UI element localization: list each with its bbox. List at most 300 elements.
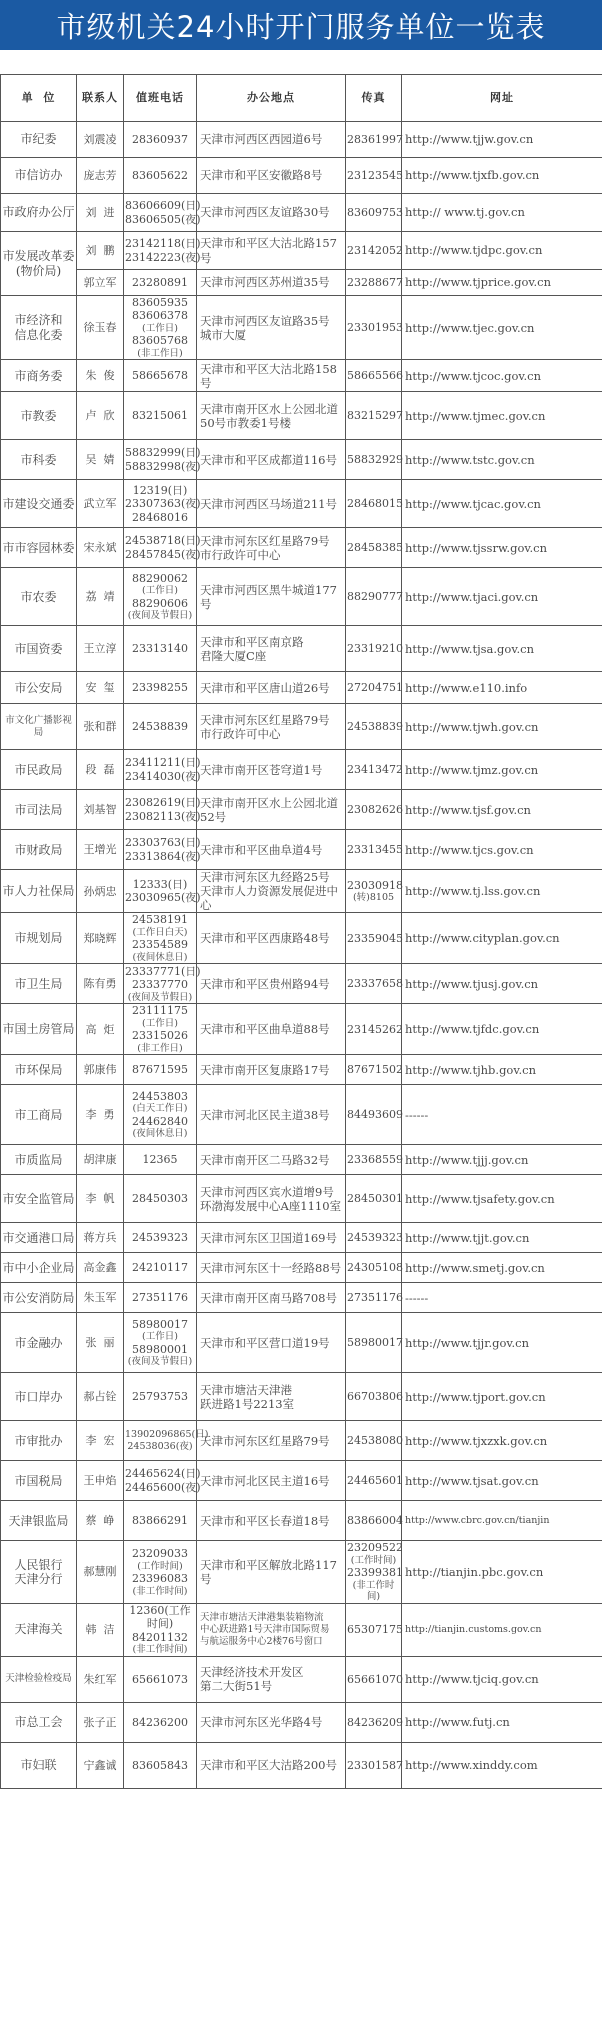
cell-contact: 卢 欣 <box>77 392 124 440</box>
cell-contact: 宋永斌 <box>77 528 124 568</box>
cell-line: 83866004 <box>347 1514 403 1528</box>
cell-line: 君隆大厦C座 <box>200 648 267 663</box>
cell-line: 23313140 <box>132 642 188 656</box>
cell-line: 天津经济技术开发区 <box>200 1665 304 1680</box>
table-row <box>1 913 602 964</box>
cell-line: 58832998(夜) <box>125 459 201 473</box>
cell-line: 23301587 <box>347 1758 403 1772</box>
website-link[interactable]: http://www.cityplan.gov.cn <box>402 913 602 964</box>
website-link[interactable]: http://www.tjjt.gov.cn <box>402 1223 602 1253</box>
table-row <box>1 270 602 296</box>
cell-line: 58980017 <box>347 1336 403 1350</box>
cell-line: 24465601 <box>347 1474 403 1488</box>
website-link[interactable]: http://www.tjciq.gov.cn <box>402 1656 602 1702</box>
cell-line: 83606609(日) <box>125 199 201 213</box>
cell-contact: 高 炬 <box>77 1004 124 1055</box>
cell-address <box>197 1004 346 1055</box>
website-link[interactable]: http://www.tjjr.gov.cn <box>402 1313 602 1373</box>
cell-fax <box>346 568 402 626</box>
cell-unit: 市审批办 <box>1 1421 77 1461</box>
header-unit: 单 位 <box>1 75 77 122</box>
cell-line: (非工作时间) <box>132 1585 188 1597</box>
cell-address <box>197 1421 346 1461</box>
website-link[interactable]: http:// www.tj.gov.cn <box>402 194 602 232</box>
cell-line: 23209522 <box>347 1541 403 1555</box>
cell-line: 天津市南开区复康路17号 <box>200 1062 330 1077</box>
cell-contact: 蔡 峥 <box>77 1501 124 1541</box>
cell-unit: 市文化广播影视局 <box>1 704 77 750</box>
cell-line: (夜间及节假日) <box>127 610 193 622</box>
cell-unit: 市中小企业局 <box>1 1253 77 1283</box>
cell-line: 65307175 <box>347 1623 403 1637</box>
cell-line: 23368559 <box>347 1153 403 1167</box>
website-link[interactable]: http://www.tjmz.gov.cn <box>402 750 602 790</box>
cell-unit: 天津银监局 <box>1 1501 77 1541</box>
cell-address <box>197 232 346 270</box>
cell-address <box>197 1702 346 1742</box>
cell-line: 市发展改革委 <box>2 248 75 263</box>
table-row <box>1 1283 602 1313</box>
table-row <box>1 1145 602 1175</box>
cell-line: 23414030(夜) <box>125 769 201 783</box>
cell-contact: 郝慧刚 <box>77 1541 124 1604</box>
cell-line: 信息化委 <box>14 327 63 342</box>
website-link[interactable]: http://www.e110.info <box>402 672 602 704</box>
website-link[interactable]: http://www.tjfdc.gov.cn <box>402 1004 602 1055</box>
cell-phone <box>124 360 197 392</box>
cell-line: 28450303 <box>132 1192 188 1206</box>
cell-contact: 陈有勇 <box>77 964 124 1004</box>
website-link[interactable]: http://www.tjxzxk.gov.cn <box>402 1421 602 1461</box>
cell-contact: 刘震凌 <box>77 122 124 158</box>
cell-contact: 高金鑫 <box>77 1253 124 1283</box>
table-row <box>1 122 602 158</box>
cell-line: 23082626 <box>347 803 403 817</box>
website-link[interactable]: http://www.futj.cn <box>402 1702 602 1742</box>
website-link[interactable]: http://www.tjsf.gov.cn <box>402 790 602 830</box>
cell-unit: 市国税局 <box>1 1461 77 1501</box>
website-link[interactable]: http://www.tstc.gov.cn <box>402 440 602 480</box>
cell-phone <box>124 1223 197 1253</box>
website-link[interactable]: http://www.tjjj.gov.cn <box>402 1145 602 1175</box>
table-row <box>1 1742 602 1788</box>
cell-line: 23288677 <box>347 275 403 289</box>
cell-line: 28458385 <box>347 541 403 555</box>
cell-line: 23145262 <box>347 1022 403 1036</box>
cell-unit: 市建设交通委 <box>1 480 77 528</box>
cell-address <box>197 392 346 440</box>
cell-phone <box>124 1004 197 1055</box>
cell-phone <box>124 480 201 528</box>
cell-line: 23319210 <box>347 642 403 656</box>
cell-line: 28468015 <box>347 497 403 511</box>
cell-contact: 庞志芳 <box>77 158 124 194</box>
cell-unit: 市工商局 <box>1 1085 77 1145</box>
website-link[interactable]: http://www.tjaci.gov.cn <box>402 568 602 626</box>
cell-line: 23280891 <box>132 275 188 289</box>
cell-line: 87671595 <box>132 1063 188 1077</box>
cell-line: 24538839 <box>347 720 403 734</box>
cell-line: 市行政许可中心 <box>200 547 281 562</box>
cell-address <box>197 122 346 158</box>
cell-line: (工作时间) <box>137 1560 183 1572</box>
cell-phone <box>124 1313 197 1373</box>
cell-phone <box>124 790 201 830</box>
spacer <box>0 50 602 74</box>
cell-address <box>197 1373 346 1421</box>
cell-line: 天津市河东区红星路79号 <box>200 712 330 727</box>
cell-fax <box>346 232 402 270</box>
cell-phone <box>124 750 201 790</box>
website-link[interactable]: http://www.tjec.gov.cn <box>402 296 602 360</box>
cell-unit: 市规划局 <box>1 913 77 964</box>
cell-contact: 吴 婧 <box>77 440 124 480</box>
cell-line: (物价局) <box>15 263 62 278</box>
cell-line: 天津市和平区长春道18号 <box>200 1513 330 1528</box>
table-row <box>1 392 602 440</box>
cell-phone <box>124 1702 197 1742</box>
table-row <box>1 830 602 870</box>
website-link[interactable]: http://www.tjsa.gov.cn <box>402 626 602 672</box>
header-phone: 值班电话 <box>124 75 197 122</box>
cell-phone <box>124 1145 197 1175</box>
cell-fax <box>346 158 402 194</box>
website-link[interactable]: http://tianjin.pbc.gov.cn <box>402 1541 602 1604</box>
cell-line: 天津市河北区民主道38号 <box>200 1107 330 1122</box>
website-link[interactable]: http://www.tjhb.gov.cn <box>402 1055 602 1085</box>
website-link[interactable]: http://www.tjdpc.gov.cn <box>402 232 602 270</box>
cell-line: 28468016 <box>132 510 188 524</box>
cell-line: 28457845(夜) <box>125 547 201 561</box>
cell-phone <box>124 870 201 913</box>
cell-unit: 天津检验检疫局 <box>1 1656 77 1702</box>
website-link[interactable]: http://www.smetj.gov.cn <box>402 1253 602 1283</box>
cell-fax <box>346 1175 402 1223</box>
cell-address <box>197 158 346 194</box>
cell-unit: 市农委 <box>1 568 77 626</box>
cell-phone <box>124 296 197 360</box>
cell-address <box>197 704 346 750</box>
website-link[interactable]: http://www.tjcoc.gov.cn <box>402 360 602 392</box>
cell-fax <box>346 1421 402 1461</box>
cell-contact: 李 宏 <box>77 1421 124 1461</box>
table-row <box>1 790 602 830</box>
cell-contact: 张 丽 <box>77 1313 124 1373</box>
cell-address <box>197 1283 346 1313</box>
cell-fax <box>346 1004 402 1055</box>
website-link[interactable]: http://www.tjssrw.gov.cn <box>402 528 602 568</box>
cell-contact: 刘 进 <box>77 194 124 232</box>
cell-unit: 市交通港口局 <box>1 1223 77 1253</box>
cell-line: 23354589 <box>132 938 188 952</box>
cell-line: 24538718(日) <box>125 534 201 548</box>
cell-address <box>197 870 346 913</box>
cell-line: 天津市和平区大沽北路158号 <box>200 361 337 390</box>
website-link[interactable]: http://www.tjprice.gov.cn <box>402 270 602 296</box>
cell-address <box>197 1253 346 1283</box>
cell-fax <box>346 1501 402 1541</box>
cell-line: 23111175 <box>132 1004 188 1018</box>
cell-line: 天津市河西区马场道211号 <box>200 496 337 511</box>
cell-line: 23142223(夜) <box>125 250 201 264</box>
website-link[interactable]: http://www.xinddy.com <box>402 1742 602 1788</box>
cell-line: 23209033 <box>132 1547 188 1561</box>
cell-contact: 张和群 <box>77 704 124 750</box>
cell-unit: 市金融办 <box>1 1313 77 1373</box>
website-link[interactable]: http://www.tjsafety.gov.cn <box>402 1175 602 1223</box>
website-link[interactable]: http://www.tjxfb.gov.cn <box>402 158 602 194</box>
cell-address <box>197 1313 346 1373</box>
website-link[interactable]: http://www.tj.lss.gov.cn <box>402 870 602 913</box>
cell-phone <box>124 1421 209 1461</box>
cell-line: 23399381 <box>347 1566 403 1580</box>
cell-line: 13902096865(日) <box>125 1429 209 1441</box>
cell-line: 与航运服务中心2楼76号窗口 <box>200 1635 323 1647</box>
table-row <box>1 568 602 626</box>
cell-line: 23337770 <box>132 978 188 992</box>
cell-contact: 徐玉春 <box>77 296 124 360</box>
cell-unit: 市妇联 <box>1 1742 77 1788</box>
cell-line: 天津市和平区营口道19号 <box>200 1335 330 1350</box>
cell-line: 83609753 <box>347 205 403 219</box>
cell-fax <box>346 1055 402 1085</box>
cell-phone <box>124 1373 197 1421</box>
cell-fax <box>346 270 402 296</box>
website-link[interactable]: http://tianjin.customs.gov.cn <box>402 1603 602 1656</box>
cell-line: 天津市南开区南马路708号 <box>200 1290 337 1305</box>
cell-fax <box>346 528 402 568</box>
cell-fax <box>346 1145 402 1175</box>
website-link[interactable]: http://www.tjusj.gov.cn <box>402 964 602 1004</box>
cell-line: 天津市塘沽天津港 <box>200 1382 292 1397</box>
cell-line: (非工作时间) <box>352 1579 395 1603</box>
cell-fax <box>346 1223 402 1253</box>
table-row <box>1 1085 602 1145</box>
cell-phone <box>124 158 197 194</box>
cell-line: 天津市河西区苏州道35号 <box>200 275 330 290</box>
cell-phone <box>124 440 201 480</box>
cell-fax <box>346 830 402 870</box>
cell-phone <box>124 1085 197 1145</box>
cell-line: 84236200 <box>132 1715 188 1729</box>
website-link[interactable]: http://www.tjport.gov.cn <box>402 1373 602 1421</box>
cell-phone <box>124 1541 197 1604</box>
cell-contact: 朱红军 <box>77 1656 124 1702</box>
website-link[interactable]: http://www.tjcac.gov.cn <box>402 480 602 528</box>
table-row <box>1 360 602 392</box>
cell-line: 83606505(夜) <box>125 212 201 226</box>
cell-line: 跃进路1号2213室 <box>200 1396 295 1411</box>
table-row <box>1 1055 602 1085</box>
cell-line: (夜间休息日) <box>132 951 188 963</box>
table-row <box>1 232 602 270</box>
cell-line: 23396083 <box>132 1572 188 1586</box>
cell-line: 中心跃进路1号天津市国际贸易 <box>200 1624 330 1636</box>
cell-line: (非工作时间) <box>132 1644 188 1656</box>
cell-line: 12333(日) <box>132 877 188 891</box>
cell-line: (工作时间) <box>350 1554 397 1566</box>
cell-unit: 市卫生局 <box>1 964 77 1004</box>
cell-line: 87671502 <box>347 1063 403 1077</box>
cell-contact: 荔 靖 <box>77 568 124 626</box>
table-row <box>1 1541 602 1604</box>
page-title: 市级机关24小时开门服务单位一览表 <box>56 9 546 44</box>
cell-line: 25793753 <box>132 1390 188 1404</box>
cell-line: 23082619(日) <box>125 796 201 810</box>
cell-phone <box>124 704 197 750</box>
table-row <box>1 1656 602 1702</box>
cell-phone <box>124 964 201 1004</box>
cell-line: 65661070 <box>347 1672 403 1686</box>
cell-line: 天津市河东区卫国道169号 <box>200 1230 337 1245</box>
cell-line: 天津市和平区安徽路8号 <box>200 168 323 183</box>
cell-line: 28361997 <box>347 132 403 146</box>
table-row <box>1 1421 602 1461</box>
cell-line: 天津市南开区水上公园北道 <box>200 401 338 416</box>
cell-line: 市经济和 <box>14 313 63 328</box>
cell-line: 58665566 <box>347 369 403 383</box>
cell-line: (白天工作日) <box>132 1103 188 1115</box>
cell-line: 23398255 <box>132 681 188 695</box>
cell-phone <box>124 672 197 704</box>
cell-contact: 郝占铨 <box>77 1373 124 1421</box>
cell-line: (工作日) <box>142 585 178 597</box>
cell-address <box>197 1742 346 1788</box>
cell-phone <box>124 1461 201 1501</box>
cell-address <box>197 964 346 1004</box>
cell-phone <box>124 913 197 964</box>
cell-contact: 郭康伟 <box>77 1055 124 1085</box>
table-row <box>1 1313 602 1373</box>
cell-line: 12319(日) <box>132 483 188 497</box>
cell-phone <box>124 568 197 626</box>
cell-contact: 郑晓辉 <box>77 913 124 964</box>
cell-phone <box>124 122 197 158</box>
cell-unit: 市科委 <box>1 440 77 480</box>
cell-line: 84236209 <box>347 1715 403 1729</box>
cell-line: 23142118(日) <box>125 237 201 251</box>
website-link[interactable]: http://www.tjcs.gov.cn <box>402 830 602 870</box>
cell-line: 23337771(日) <box>125 964 201 978</box>
table-row <box>1 1223 602 1253</box>
table-row <box>1 1603 602 1656</box>
cell-address <box>197 1501 346 1541</box>
cell-website: ------ <box>402 1283 602 1313</box>
cell-unit: 天津海关 <box>1 1603 77 1656</box>
website-link[interactable]: http://www.tjmec.gov.cn <box>402 392 602 440</box>
website-link[interactable]: http://www.tjwh.gov.cn <box>402 704 602 750</box>
cell-line: 市行政许可中心 <box>200 726 281 741</box>
cell-address <box>197 1541 346 1604</box>
cell-line: 天津市河东区红星路79号 <box>200 1433 330 1448</box>
cell-line: 23301953 <box>347 320 403 334</box>
cell-line: 66703806 <box>347 1390 403 1404</box>
cell-fax <box>346 704 402 750</box>
cell-contact: 武立军 <box>77 480 124 528</box>
cell-address <box>197 360 346 392</box>
cell-address <box>197 1055 346 1085</box>
cell-line: 24465600(夜) <box>125 1480 201 1494</box>
cell-line: 23413472 <box>347 763 403 777</box>
cell-line: 天津市和平区唐山道26号 <box>200 680 330 695</box>
cell-fax <box>346 480 402 528</box>
table-row <box>1 1501 602 1541</box>
cell-fax <box>346 1085 402 1145</box>
cell-line: 58832929 <box>347 453 403 467</box>
cell-phone <box>124 194 201 232</box>
cell-line: 27351176 <box>347 1291 403 1305</box>
cell-line: (夜间休息日) <box>132 1128 188 1140</box>
cell-line: 第二大街51号 <box>200 1679 273 1694</box>
cell-contact: 韩 洁 <box>77 1603 124 1656</box>
cell-line: 城市大厦 <box>200 327 246 342</box>
cell-line: 天津市人力资源发展促进中心 <box>200 884 338 913</box>
website-link[interactable]: http://www.cbrc.gov.cn/tianjin <box>402 1501 602 1541</box>
cell-fax <box>346 870 402 913</box>
table-header-row <box>1 75 602 122</box>
cell-line: 88290777 <box>347 590 403 604</box>
cell-line: 88290606 <box>132 596 188 610</box>
service-units-table <box>0 74 602 1789</box>
cell-line: 天津市和平区大沽路200号 <box>200 1758 337 1773</box>
cell-unit <box>1 296 77 360</box>
cell-phone <box>124 1175 197 1223</box>
cell-fax <box>346 1742 402 1788</box>
cell-contact: 宁鑫诚 <box>77 1742 124 1788</box>
cell-unit: 市环保局 <box>1 1055 77 1085</box>
cell-line: 23082113(夜) <box>125 809 201 823</box>
cell-line: 天津市河西区友谊路30号 <box>200 205 330 220</box>
table-row <box>1 672 602 704</box>
cell-line: 83606378 <box>132 309 188 323</box>
cell-fax <box>346 1373 402 1421</box>
cell-contact: 李 帆 <box>77 1175 124 1223</box>
cell-unit: 市财政局 <box>1 830 77 870</box>
cell-fax <box>346 672 402 704</box>
website-link[interactable]: http://www.tjsat.gov.cn <box>402 1461 602 1501</box>
cell-fax <box>346 1603 402 1656</box>
cell-line: 天津市和平区解放北路117号 <box>200 1558 337 1587</box>
cell-line: 24453803 <box>132 1089 188 1103</box>
cell-contact: 李 勇 <box>77 1085 124 1145</box>
cell-address <box>197 913 346 964</box>
table-row <box>1 480 602 528</box>
cell-fax <box>346 1702 402 1742</box>
cell-contact: 段 磊 <box>77 750 124 790</box>
cell-line: 23307363(夜) <box>125 497 201 511</box>
website-link[interactable]: http://www.tjjw.gov.cn <box>402 122 602 158</box>
cell-address <box>197 626 346 672</box>
cell-line: 天津市和平区南京路 <box>200 634 304 649</box>
cell-line: (工作日白天) <box>132 926 188 938</box>
cell-contact: 王申焰 <box>77 1461 124 1501</box>
cell-unit <box>1 1541 77 1604</box>
cell-contact: 胡津康 <box>77 1145 124 1175</box>
cell-line: 天津市河西区西园道6号 <box>200 132 323 147</box>
cell-phone <box>124 270 197 296</box>
header-fax: 传真 <box>346 75 402 122</box>
cell-address <box>197 750 346 790</box>
cell-line: 天津市塘沽天津港集装箱物流 <box>200 1612 324 1624</box>
header-address: 办公地点 <box>197 75 346 122</box>
cell-unit: 市国资委 <box>1 626 77 672</box>
cell-fax <box>346 1313 402 1373</box>
cell-fax <box>346 1541 402 1604</box>
cell-line: 天津市南开区苍穹道1号 <box>200 762 323 777</box>
cell-line: 24539323 <box>347 1231 403 1245</box>
cell-phone <box>124 1742 197 1788</box>
page-title-banner <box>0 0 602 50</box>
